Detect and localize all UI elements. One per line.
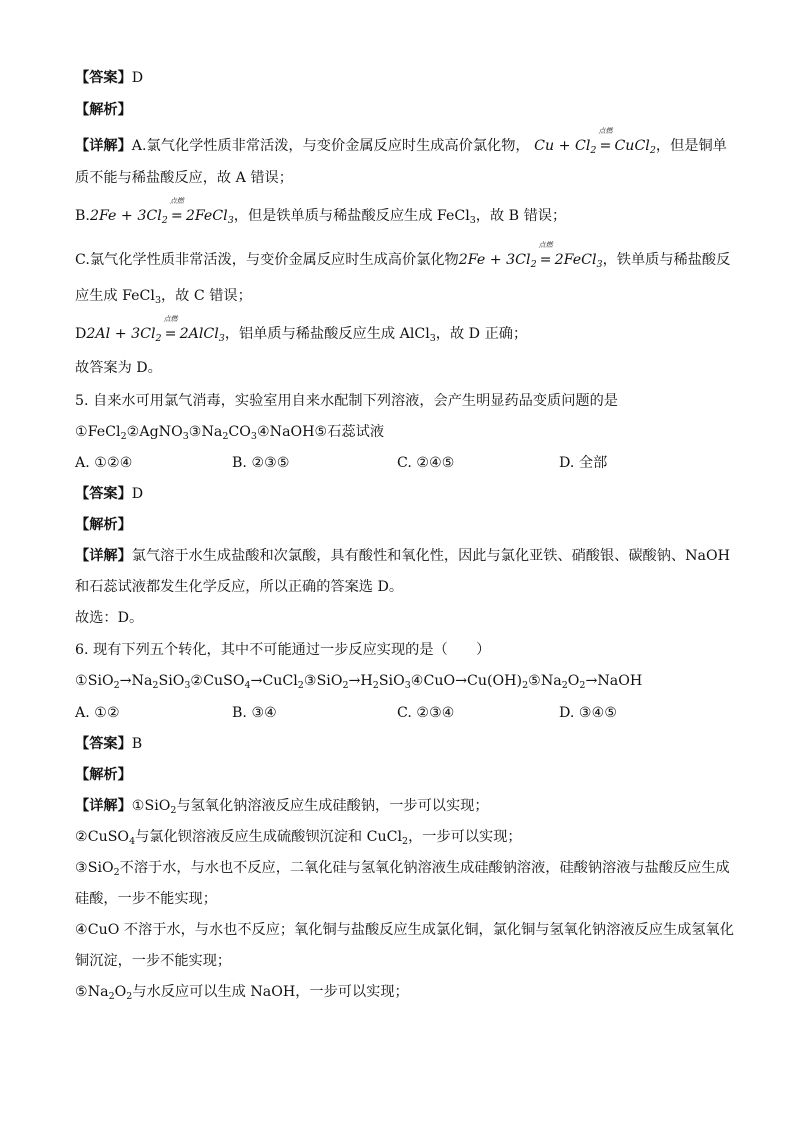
q6-option-b[interactable]: B. ③④ <box>232 705 277 721</box>
equation-fe-cl2-c: $2Fe + 3Cl_2$ 点燃 = 2FeCl$_3$ <box>458 241 603 270</box>
q6-option-d[interactable]: D. ③④⑤ <box>559 705 618 721</box>
q4-detail-c-line2: 应生成 FeCl$_3$，故 C 错误； <box>75 288 252 306</box>
equation-fe-cl2: $2Fe + 3Cl_2$ 点燃 = 2FeCl$_3$ <box>89 197 234 226</box>
q5-option-b[interactable]: B. ②③⑤ <box>232 455 290 471</box>
q6-detail-2: ②CuSO$_4$与氯化钡溶液反应生成硫酸钡沉淀和 CuCl$_2$，一步可以实现； <box>75 829 522 847</box>
q5-analysis-tag: 【解析】 <box>75 517 132 533</box>
q6-stem: 6. 现有下列五个转化，其中不可能通过一步反应实现的是（ ） <box>75 642 491 658</box>
q5-detail-line2: 和石蕊试液都发生化学反应，所以正确的答案选 D。 <box>75 579 404 595</box>
q5-conclusion: 故选：D。 <box>75 610 144 626</box>
q6-items: $①SiO_2\to Na_2SiO_3②CuSO_4\to CuCl_2③SiO_2\to H_2SiO_3④CuO\to Cu(OH)_2⑤Na_2O_2\to NaOH$ <box>75 673 643 691</box>
q4-detail-d: $D2Al + 3Cl_2$ 点燃 = 2AlCl$_3$，铝单质与稀盐酸反应生成 AlCl$_3$，故 D 正确； <box>75 315 528 344</box>
q5-detail-line1: 【详解】氯气溶于水生成盐酸和次氯酸，具有酸性和氧化性，因此与氯化亚铁、硝酸银、碳酸钠、NaOH <box>75 548 730 564</box>
q4-answer-line <box>75 68 734 88</box>
q6-option-a[interactable]: A. ①② <box>75 705 120 721</box>
q6-detail-4-line2: 铜沉淀，一步不能实现； <box>75 953 232 969</box>
equation-al-cl2: $2Al + 3Cl_2$ 点燃 = 2AlCl$_3$ <box>86 315 225 344</box>
q5-option-a[interactable]: A. ①②④ <box>75 455 133 471</box>
q6-detail-1: 【详解】①SiO$_2$与氢氧化钠溶液反应生成硅酸钠，一步可以实现； <box>75 798 489 816</box>
q4-detail-c-line1: C.氯气化学性质非常活泼，与变价金属反应时生成高价氯化物$2Fe + 3Cl_2$ 点燃 = 2FeCl$_3$，铁单质与稀盐酸反 <box>75 241 731 270</box>
q4-conclusion: 故答案为 D。 <box>75 360 162 376</box>
q5-option-c[interactable]: C. ②④⑤ <box>397 455 455 471</box>
q6-detail-3-line1: ③SiO$_2$不溶于水，与水也不反应，二氧化硅与氢氧化钠溶液生成硅酸钠溶液，硅酸钠溶液与盐酸反应生成 <box>75 860 730 878</box>
q6-detail-4-line1: ④CuO 不溶于水，与水也不反应；氧化铜与盐酸反应生成氯化铜，氯化铜与氢氧化钠溶液反应生成氢氧化 <box>75 922 734 938</box>
q5-option-d[interactable]: D. 全部 <box>559 455 608 471</box>
q5-stem: 5. 自来水可用氯气消毒，实验室用自来水配制下列溶液，会产生明显药品变质问题的是 <box>75 393 618 409</box>
q5-items: $①FeCl_2②AgNO_3③Na_2CO_3④NaOH⑤$石蕊试液 <box>75 424 385 442</box>
q4-detail-b: $B.2Fe + 3Cl_2$ 点燃 = 2FeCl$_3$，但是铁单质与稀盐酸反应生成 FeCl$_3$，故 B 错误； <box>75 197 567 226</box>
q4-analysis-tag: 【解析】 <box>75 102 132 118</box>
q6-detail-5: $⑤Na_2O_2$与水反应可以生成 NaOH，一步可以实现； <box>75 984 409 1002</box>
q6-answer-line: 【答案】B <box>75 736 143 752</box>
q4-detail-a-line1: 【详解】A.氯气化学性质非常活泼，与变价金属反应时生成高价氯化物， $Cu + Cl_2$ 点燃 = CuCl$_2$，但是铜单 <box>75 127 727 156</box>
answer-tag: 【答案】 <box>75 70 132 86</box>
q6-detail-3-line2: 硅酸，一步不能实现； <box>75 891 217 907</box>
q6-option-c[interactable]: C. ②③④ <box>397 705 455 721</box>
answer-value: D <box>131 70 144 86</box>
q5-answer-line: 【答案】D <box>75 486 144 502</box>
equation-cu-cl2: $Cu + Cl_2$ 点燃 = CuCl$_2$ <box>534 127 656 156</box>
q4-detail-a-line2: 质不能与稀盐酸反应，故 A 错误； <box>75 170 293 186</box>
detail-tag: 【详解】 <box>75 138 132 154</box>
q6-analysis-tag: 【解析】 <box>75 767 132 783</box>
